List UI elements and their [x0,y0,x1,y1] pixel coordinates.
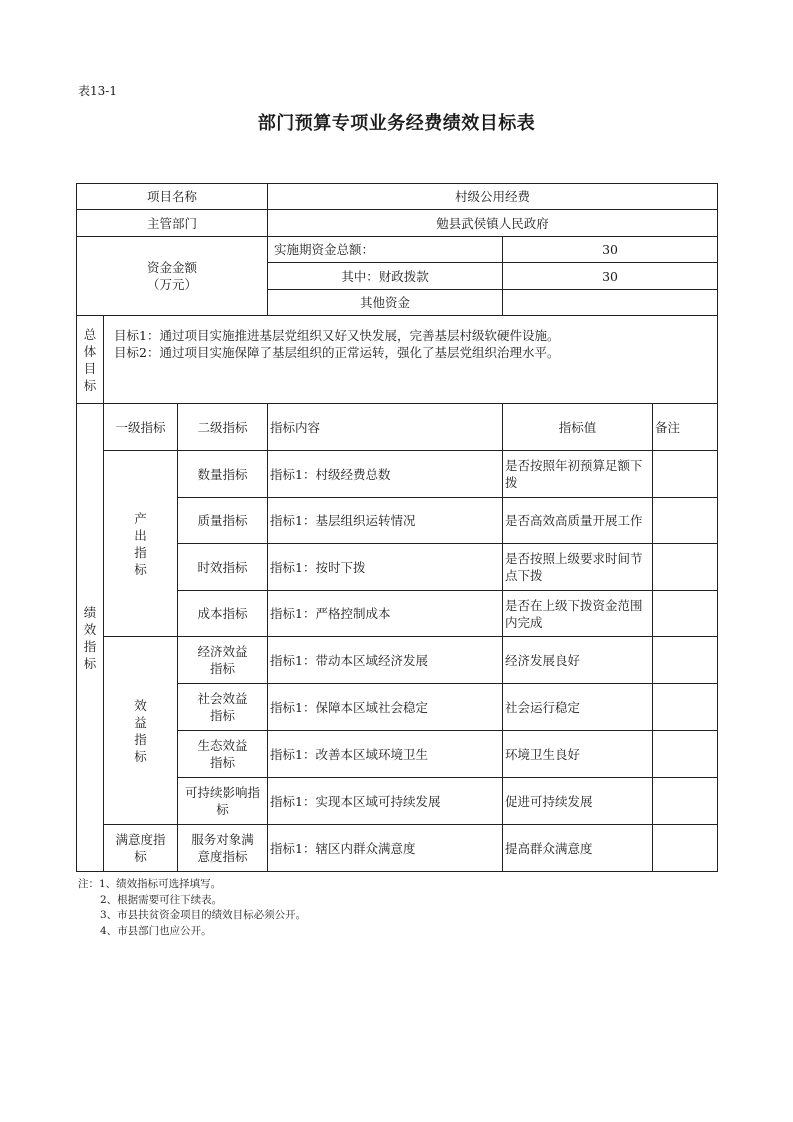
value-cell: 是否按照年初预算足额下拨 [503,451,653,498]
value-cell: 环境卫生良好 [503,731,653,778]
note-item: 2、根据需要可往下续表。 [100,893,223,906]
overall-goal-char: 总 [83,326,97,342]
value-cell: 促进可持续发展 [503,778,653,825]
content-cell: 指标1：基层组织运转情况 [268,498,503,544]
level1-char: 益 [134,714,147,730]
level2-cell: 时效指标 [178,544,268,591]
level2-cell: 质量指标 [178,498,268,544]
value-cell: 是否按照上级要求时间节点下拨 [503,544,653,591]
funds-label-line1: 资金金额 [147,260,198,275]
content-cell: 指标1：实现本区域可持续发展 [268,778,503,825]
table-number: 表13-1 [78,84,117,98]
level1-char: 效 [134,697,147,713]
funds-total-value: 30 [503,237,718,263]
goal-line-1: 目标1：通过项目实施推进基层党组织又好又快发展，完善基层村级软硬件设施。 [114,328,560,343]
remark-cell [653,825,718,872]
level1-satisfaction: 满意度指标 [104,825,178,872]
overall-goal-text [104,316,718,404]
remark-cell [653,451,718,498]
overall-goal-char: 体 [83,343,97,359]
note-item: 注：1、绩效指标可选择填写。 [78,878,222,890]
indicator-row [77,825,718,872]
content-cell: 指标1：保障本区域社会稳定 [268,684,503,731]
header-content: 指标内容 [268,404,503,451]
performance-char: 指 [83,638,97,654]
funds-label [77,237,268,316]
content-cell: 指标1：村级经费总数 [268,451,503,498]
level2-cell: 服务对象满意度指标 [178,825,268,872]
indicator-header-row [77,404,718,451]
project-name-value: 村级公用经费 [268,184,718,210]
content-cell: 指标1：带动本区域经济发展 [268,637,503,684]
value-cell: 提高群众满意度 [503,825,653,872]
performance-char: 效 [83,621,97,637]
overall-goal-char: 目 [83,360,97,376]
overall-goal-label [77,316,104,404]
remark-cell [653,498,718,544]
level1-output [104,451,178,637]
indicator-row [77,451,718,498]
project-name-row [77,184,718,210]
notes [78,877,306,939]
value-cell: 是否在上级下拨资金范围内完成 [503,591,653,637]
performance-label [77,404,104,872]
dept-label: 主管部门 [77,210,268,237]
level1-char: 指 [134,544,147,560]
funds-fiscal-label: 其中：财政拨款 [268,263,503,290]
note-item: 3、市县扶贫资金项目的绩效目标必须公开。 [100,909,307,921]
level2-cell: 成本指标 [178,591,268,637]
header-level2: 二级指标 [178,404,268,451]
performance-char: 绩 [83,604,97,620]
overall-goal-char: 标 [83,377,97,393]
overall-goal-row [77,316,718,404]
value-cell: 是否高效高质量开展工作 [503,498,653,544]
indicator-row [77,637,718,684]
level2-cell: 生态效益指标 [178,731,268,778]
content-cell: 指标1：改善本区域环境卫生 [268,731,503,778]
dept-value: 勉县武侯镇人民政府 [268,210,718,237]
value-cell: 社会运行稳定 [503,684,653,731]
content-cell: 指标1：严格控制成本 [268,591,503,637]
level2-cell: 经济效益指标 [178,637,268,684]
level1-char: 出 [134,527,147,543]
project-name-label: 项目名称 [77,184,268,210]
level1-benefit [104,637,178,825]
funds-total-row [77,237,718,263]
funds-other-label: 其他资金 [268,290,503,316]
funds-label-line2: （万元） [147,277,198,292]
header-value: 指标值 [503,404,653,451]
funds-fiscal-value: 30 [503,263,718,290]
funds-other-value [503,290,718,316]
note-item: 4、市县部门也应公开。 [100,924,212,937]
header-remark: 备注 [653,404,718,451]
content-cell: 指标1：辖区内群众满意度 [268,825,503,872]
remark-cell [653,637,718,684]
content-cell: 指标1：按时下拨 [268,544,503,591]
remark-cell [653,591,718,637]
remark-cell [653,731,718,778]
level1-char: 标 [134,748,147,764]
header-level1: 一级指标 [104,404,178,451]
goal-line-2: 目标2：通过项目实施保障了基层组织的正常运转，强化了基层党组织治理水平。 [114,345,560,360]
remark-cell [653,684,718,731]
level1-char: 产 [134,510,147,526]
performance-target-table [76,183,718,872]
performance-char: 标 [83,655,97,671]
funds-total-label: 实施期资金总额： [268,237,503,263]
level1-char: 标 [134,561,147,577]
remark-cell [653,544,718,591]
level1-char: 指 [134,731,147,747]
value-cell: 经济发展良好 [503,637,653,684]
page-title: 部门预算专项业务经费绩效目标表 [257,113,536,134]
dept-row [77,210,718,237]
level2-cell: 可持续影响指标 [178,778,268,825]
level2-cell: 社会效益指标 [178,684,268,731]
remark-cell [653,778,718,825]
level2-cell: 数量指标 [178,451,268,498]
